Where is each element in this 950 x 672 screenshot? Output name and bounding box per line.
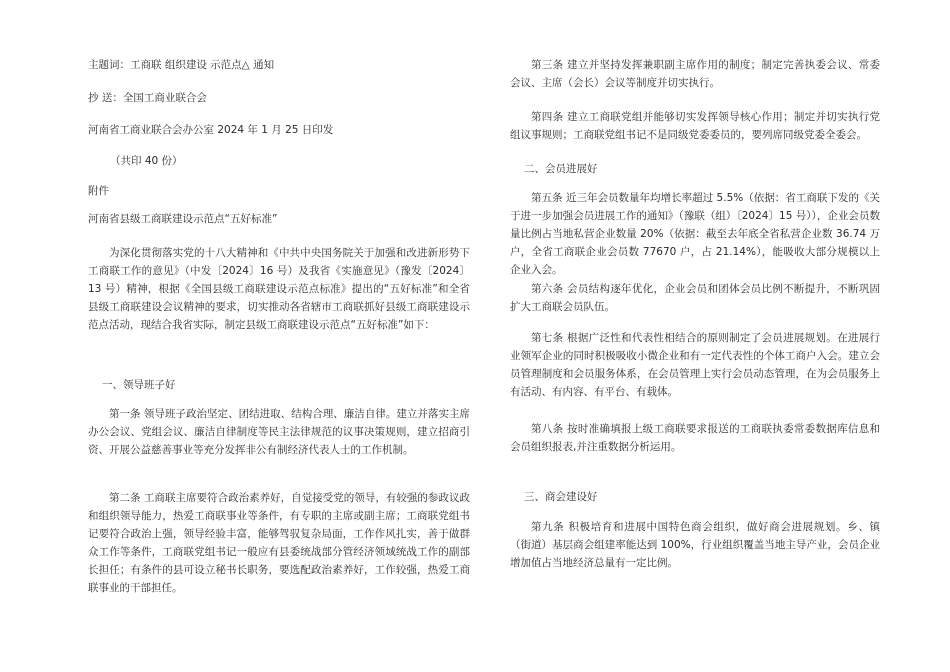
section-heading-3: 三、商会建设好: [524, 491, 598, 503]
copies-line: （共印 40 份）: [110, 155, 183, 167]
article-1: 第一条 领导班子政治坚定、团结进取、结构合理、廉洁自律。建立并落实主席办公会议、党组会议、廉洁自律制度等民主法律规范的议事决策规则，建立招商引资、开展公益慈善事业等充分发挥非公有制经济代表人士的工作机制。: [88, 408, 470, 456]
article-3: 第三条 建立并坚持发挥兼职副主席作用的制度；制定完善执委会议、常委会议、主席（会长）会议等制度并切实执行。: [510, 59, 880, 89]
article-9: 第九条 积极培育和进展中国特色商会组织，做好商会进展规划。乡、镇（街道）基层商会组建率能达到 100%，行业组织覆盖当地主导产业，会员企业增加值占当地经济总量有一定比例。: [510, 521, 880, 569]
article-8: 第八条 按时准确填报上级工商联要求报送的工商联执委常委数据库信息和会员组织报表,并注重数据分析运用。: [510, 423, 880, 453]
subject-line: 主题词：工商联 组织建设 示范点△ 通知: [88, 59, 275, 71]
cc-line: 抄 送：全国工商业联合会: [88, 92, 207, 104]
article-5: 第五条 近三年会员数量年均增长率超过 5.5%（依据：省工商联下发的《关于进一步加强会员进展工作的通知》（豫联（组）〔2024〕15 号）），企业会员数量比例占当地私营企业数量 20%（依据：截至去年底全省私营企业数 36.74 万户，全省工商联企业会员数 77670 户，占 21.14%），能吸收大部分规模以上企业入会。: [510, 192, 880, 276]
article-4: 第四条 建立工商联党组并能够切实发挥领导核心作用；制定并切实执行党组议事规则；工商联党组书记不是同级党委委员的，要列席同级党委全委会。: [510, 111, 880, 141]
article-6: 第六条 会员结构逐年优化，企业会员和团体会员比例不断提升，不断巩固扩大工商联会员队伍。: [510, 283, 880, 313]
article-7: 第七条 根据广泛性和代表性相结合的原则制定了会员进展规划。在进展行业领军企业的同时积极吸收小微企业和有一定代表性的个体工商户入会。建立会员管理制度和会员服务体系，在会员管理上实行会员动态管理，在为会员服务上有活动、有内容、有平台、有载体。: [510, 332, 880, 398]
article-2: 第二条 工商联主席要符合政治素养好，自觉接受党的领导，有较强的参政议政和组织领导能力，热爱工商联事业等条件，有专职的主席或副主席；工商联党组书记要符合政治上强，领导经验丰富，能够驾驭复杂局面，工作作风扎实，善于做群众工作等条件，工商联党组书记一般应有县委统战部分管经济领域统战工作的副部长担任；有条件的县可设立秘书长职务，要选配政治素养好，工作较强，热爱工商联事业的干部担任。: [88, 492, 470, 594]
section-heading-1: 一、领导班子好: [102, 379, 176, 391]
document-title: 河南省县级工商联建设示范点“五好标准”: [88, 213, 278, 225]
attachment-label: 附件: [88, 185, 109, 197]
section-heading-2: 二、会员进展好: [524, 163, 598, 175]
intro-paragraph: 为深化贯彻落实党的十八大精神和《中共中央国务院关于加强和改进新形势下工商联工作的意见》（中发〔2024〕16 号）及我省《实施意见》（豫发〔2024〕13 号）精神，根据《全国县级工商联建设示范点标准》提出的“五好标准”和全省县级工商联建设会议精神的要求，切实推动各省辖市工商联抓好县级工商联建设示范点活动，现结合我省实际，制定县级工商联建设示范点“五好标准”如下：: [88, 247, 470, 331]
issuer-line: 河南省工商业联合会办公室 2024 年 1 月 25 日印发: [88, 124, 334, 136]
